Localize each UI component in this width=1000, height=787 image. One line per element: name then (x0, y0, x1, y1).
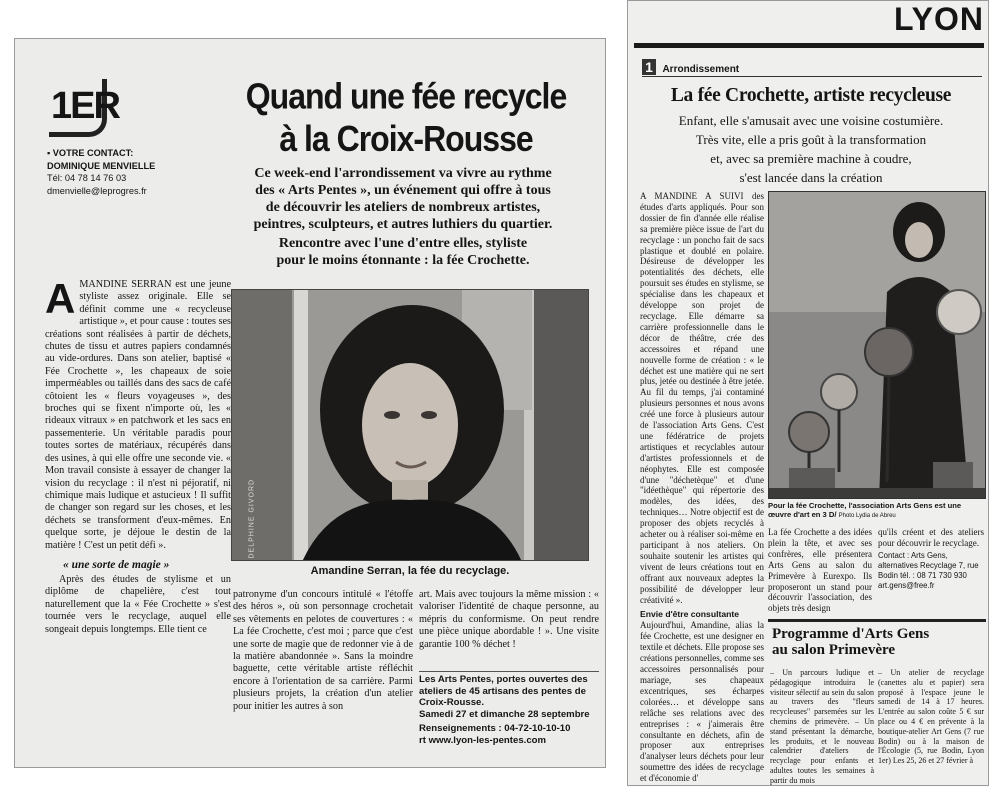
section-badge (49, 79, 119, 137)
chapo-line: peintres, sculpteurs, et autres luthiers du quartier. (253, 217, 553, 232)
flowers-caption-text: Pour la fée Crochette, l'association Arts Gens est une œuvre d'art en 3 D/ (768, 501, 962, 520)
contact-block (47, 147, 197, 197)
right-col-right-body: qu'ils créent et des ateliers pour découvrir le recyclage. (878, 527, 984, 548)
programme-right-col: – Un atelier de recyclage (canettes alu et papier) sera proposé à l'espace jeune le samedi de 14 à 17 heures. L'entrée au salon coûte 5 € sur place ou 4 € en prévente à la boutique-atelier Art Gens (7 rue Bodin) ou à la maison de l'Écologie (5, rue Bodin, Lyon 1er) Les 25, 26 et 27 février à (878, 668, 984, 766)
chapo (203, 165, 603, 269)
programme-box (768, 619, 986, 786)
column-1 (45, 275, 231, 636)
col1-subhead: « une sorte de magie » (63, 558, 170, 571)
drop-cap: A (45, 275, 76, 322)
portrait-illustration (232, 290, 589, 561)
flowers-photo-credit: Photo Lydia de Abreu (838, 513, 896, 520)
right-col-left (640, 191, 764, 784)
programme-title (772, 626, 986, 658)
chapo-line: Rencontre avec l'une d'entre elles, styliste (278, 236, 528, 251)
right-headline: La fée Crochette, artiste recycleuse (670, 85, 952, 106)
infobox (419, 671, 599, 747)
column-2: patronyme d'un concours intitulé « l'étoffe des héros », où son personnage crochetait ses vêtements en pelotes de couvertures : « La fée Crochette, c'est moi ; parce que c'est une sorte de magie que de redonner vie à de la matière abandonnée ». Sans la moindre baguette, cette véritable artiste réfléchit encore à l'orientation de sa carrière. Parmi plusieurs projets, la création d'un atelier pour initier les autres à son (233, 589, 413, 712)
contact-phone: Tél: 04 78 14 76 03 (47, 173, 127, 184)
chapo-line: des « Arts Pentes », un événement qui offre à tous (255, 183, 551, 198)
programme-title-line: au salon Primevère (772, 642, 896, 658)
contact-name: DOMINIQUE MENVIELLE (47, 160, 156, 171)
section-tag (642, 59, 982, 77)
section-number: 1 (642, 59, 656, 75)
contact-arts-gens: Contact : Arts Gens, alternatives Recyclage 7, rue Bodin tél. : 08 71 730 930 art.gens@free.fr (878, 550, 979, 590)
photo-credit: DELPHINE GIVORD (248, 478, 256, 559)
right-chapo-line: s'est lancée dans la création (739, 170, 883, 185)
col1-lead-paragraph (45, 275, 231, 552)
header-rule (634, 43, 984, 48)
portrait-photo (231, 289, 589, 561)
infobox-website: rt www.lyon-les-pentes.com (419, 734, 547, 746)
chapo-line: de découvrir les ateliers de nombreux artistes, (265, 200, 541, 215)
right-col-left-body: A MANDINE A SUIVI des études d'arts appliqués. Pour son dossier de fin d'année elle réalise sa première pièce issue de l'art du recyclage : un poncho fait de sacs plastique et doublé en polaire. Désireuse de développer les potentialités des déchets, elle poursuit ses études en stylisme, se spécialise dans les chapeaux et développe son projet de recyclage. Elle démarre sa carrière professionnelle dans le décor de théâtre, crée des accessoires et répand une nouvelle forme de création : « le déchet est une matière qui ne sert plus, jetée ou destinée à être jetée. Au fil du temps, j'ai contaminé plusieurs personnes et nous avons créé une force à plusieurs autour de l'association Arts Gens. C'est une fédératrice de projets artistiques et recyclables autour d'artistes professionnels et de néophytes. Elle est composée d'une "déchetèque" et d'une "idéethèque" qui répertorie des modèles, des idées, des techniques… Notre objectif est de proposer des objets recyclés à acheter ou à réaliser soi-même en participant à nos ateliers. On souhaite soutenir les artistes qui vivent de leurs créations tout en offrant aux nouveaux adeptes la possibilité de développer leur créativité ». (640, 191, 764, 605)
programme-title-line: Programme d'Arts Gens (772, 626, 930, 642)
col1-lead: MANDINE SERRAN est une jeune styliste assez originale. Elle se définit comme une « recycleuse artistique », et pour cause : toutes ses créations sont réalisées à partir de déchets, chutes de tissu et autres papiers condamnés au vide-ordures. Dans son atelier, baptisé « Fée Crochette », les chapeaux de soie imperméables ou taillés dans des sacs de café côtoient les « fleurs voyageuses », des broches qui se fixent n'importe où, les « rideaux vitraux » en patchwork et les sacs en passementerie. Un véritable paradis pour toutes sortes de matériaux, récupérés dans des usines, à qui elle offre une seconde vie. « Mon travail consiste à essayer de changer la vision du recyclage : il n'est ni péjoratif, ni chimique mais ludique et astucieux ! Il suffit de changer son regard sur les choses, et les déchets se transforment d'eux-mêmes. En quelque sorte, je déjoue le destin de la matière ! C'est un petit défi ». (45, 279, 231, 551)
right-clipping (627, 0, 989, 786)
left-clipping (14, 38, 606, 768)
flowers-caption (768, 501, 986, 522)
infobox-contact: Renseignements : 04-72-10-10-10 (419, 723, 571, 735)
right-col-right (878, 527, 984, 591)
right-col-mid: La fée Crochette a des idées plein la tête, et avec ses confrères, elle présentera Arts Gens au salon du Primevère à Eurexpo. Ils proposeront un stand pour découvrir l'association, des objets très design (768, 527, 872, 614)
photo-caption: Amandine Serran, la fée du recyclage. (310, 565, 510, 577)
right-chapo-line: Très vite, elle a pris goût à la transformation (695, 132, 927, 147)
right-col-left-subhead: Envie d'être consultante (640, 609, 739, 620)
chapo-line: Ce week-end l'arrondissement va vivre au rythme (254, 166, 552, 181)
section-label: Arrondissement (662, 64, 740, 75)
right-col-left-tail: Aujourd'hui, Amandine, alias la fée Crochette, est une designer en textile et déchets. Elle propose ses créations personnelles, comme ses accessoires personnalisés pour mariage, ses chapeaux excentriques, ses écharpes colorées… et développe sans relâche ses relations avec des entreprises : « j'aimerais être consultante en déchets, afin de proposer aux entreprises d'analyser leurs déchets pour leur soumettre des idées de recyclage et d'économie d' (640, 620, 764, 784)
infobox-title: Les Arts Pentes, portes ouvertes des ateliers de 45 artisans des pentes de Croix-Rousse. (419, 674, 588, 709)
section-badge-text: 1ER (51, 85, 119, 127)
city-title: LYON (894, 1, 984, 37)
column-3: art. Mais avec toujours la même mission : « valoriser l'identité de chaque personne, au mépris du conformisme. On peut rendre une pièce unique abordable ! ». Une visite garantie 100 % déchet ! (419, 589, 599, 650)
right-chapo-line: Enfant, elle s'amusait avec une voisine costumière. (678, 113, 944, 128)
headline-line-2: à la Croix-Rousse (279, 118, 533, 159)
headline-line-1: Quand une fée recycle (245, 76, 567, 117)
right-chapo-line: et, avec sa première machine à coudre, (710, 151, 912, 166)
contact-heading: ▪ VOTRE CONTACT: (47, 148, 134, 158)
chapo-line: pour le moins étonnante : la fée Crochette. (276, 253, 530, 268)
programme-left-col: – Un parcours ludique et pédagogique introduira le visiteur sélectif au sein du salon au travers des "fleurs recycleuses" parsemées sur les chemins de primevère. – Un stand présentant la démarche, les produits, et le nouveau calendrier d'ateliers de recyclage pour enfants et adultes toutes les semaines à partir du mois (770, 668, 874, 785)
flowers-illustration (769, 192, 986, 499)
flowers-photo (768, 191, 986, 499)
col1-tail: Après des études de stylisme et un diplôme de chapelière, c'est tout naturellement que la « Fée Crochette » s'est tournée vers le recyclage, auquel elle songeait depuis longtemps. Elle tient ce (45, 573, 231, 635)
right-chapo (638, 111, 984, 187)
headline (211, 75, 601, 160)
contact-email: dmenvielle@leprogres.fr (47, 185, 147, 196)
infobox-dates: Samedi 27 et dimanche 28 septembre (419, 708, 590, 720)
